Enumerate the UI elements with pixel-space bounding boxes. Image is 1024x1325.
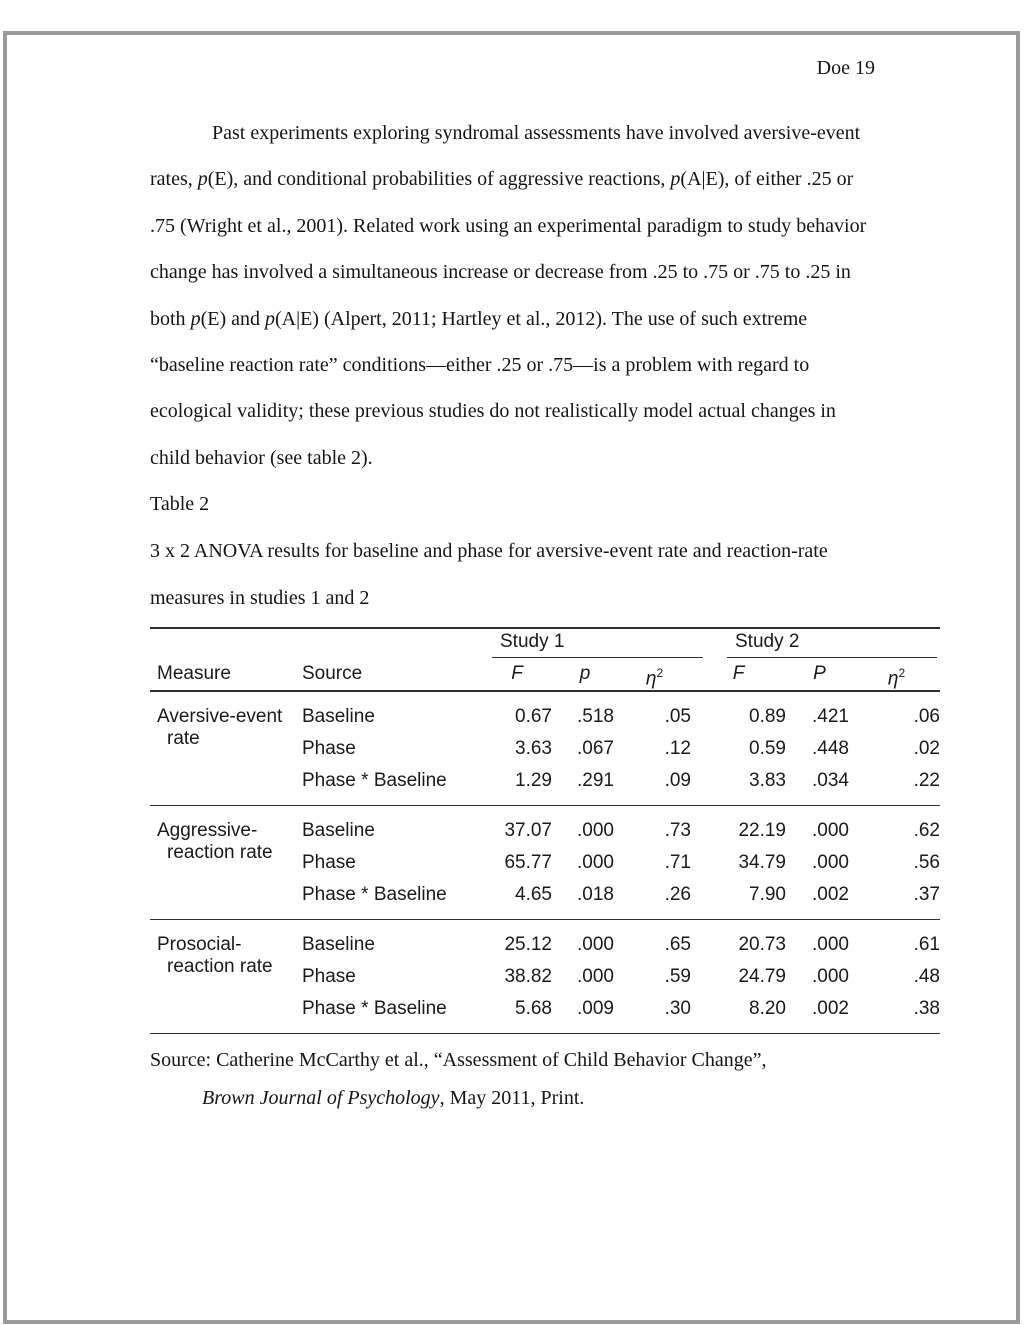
value-cell: .518	[577, 706, 614, 727]
value-cell: .30	[664, 998, 691, 1019]
eta-symbol: η	[887, 668, 899, 690]
value-cell: .56	[913, 852, 940, 873]
measure-label	[150, 815, 302, 911]
value-cell: .000	[577, 852, 614, 873]
value-cell: .73	[664, 820, 691, 841]
header-p-study1	[552, 658, 618, 694]
p-symbol: p	[579, 663, 591, 684]
table-column-header-row	[150, 658, 940, 692]
paragraph-line-8: child behavior (see table 2).	[150, 446, 373, 469]
measure-line-2: reaction rate	[167, 956, 273, 977]
paragraph-line-1: Past experiments exploring syndromal assessments have involved aversive-event	[212, 122, 861, 144]
value-cell: .002	[812, 998, 849, 1019]
value-cell: 38.82	[504, 966, 552, 987]
italic-p-symbol: p	[670, 168, 681, 191]
table-caption-block	[150, 481, 898, 621]
value-cell: 3.83	[749, 770, 786, 791]
value-cell: .06	[913, 706, 940, 727]
value-cell: 4.65	[515, 884, 552, 905]
source-cell: Phase	[302, 852, 356, 873]
value-cell: .05	[664, 706, 691, 727]
paragraph-line-7: ecological validity; these previous studies do not realistically model actual changes in	[150, 400, 836, 423]
p-symbol: P	[813, 663, 826, 684]
source-cell: Phase * Baseline	[302, 998, 447, 1019]
table-group-aversive-event-rate	[150, 692, 940, 806]
value-cell: 34.79	[738, 852, 786, 873]
value-cell: 24.79	[738, 966, 786, 987]
value-cell: .018	[577, 884, 614, 905]
value-cell: .000	[577, 966, 614, 987]
value-cell: .48	[913, 966, 940, 987]
value-cell: .067	[577, 738, 614, 759]
value-cell: 7.90	[749, 884, 786, 905]
text-segment: (A|E) (Alpert, 2011; Hartley et al., 2012). The use of such extreme	[274, 307, 808, 330]
table-group-aggressive-reaction-rate	[150, 806, 940, 920]
source-cell: Baseline	[302, 706, 375, 727]
measure-line-2: rate	[167, 728, 200, 749]
text-segment: (E) and	[200, 307, 265, 330]
value-cell: .65	[664, 934, 691, 955]
header-source: Source	[302, 663, 363, 684]
paragraph-line-6: “baseline reaction rate” conditions—either .25 or .75—is a problem with regard to	[150, 354, 810, 377]
paragraph-line-5	[150, 296, 898, 342]
source-note-line-2	[150, 1079, 898, 1117]
italic-p-symbol: p	[197, 168, 208, 191]
value-cell: .38	[913, 998, 940, 1019]
measure-label	[150, 701, 302, 797]
table-source-note	[150, 1041, 898, 1117]
value-cell: .61	[913, 934, 940, 955]
table-group-prosocial-reaction-rate	[150, 920, 940, 1034]
value-cell: .26	[664, 884, 691, 905]
header-f-study1	[482, 658, 552, 694]
source-cell: Phase * Baseline	[302, 770, 447, 791]
text-segment: , May 2011, Print.	[439, 1087, 585, 1109]
value-cell: .22	[913, 770, 940, 791]
value-cell: .000	[812, 820, 849, 841]
text-segment: rates,	[150, 168, 198, 191]
f-symbol: F	[732, 663, 745, 684]
italic-p-symbol: p	[264, 307, 275, 330]
value-cell: 65.77	[504, 852, 552, 873]
source-cell: Phase	[302, 738, 356, 759]
table-caption-line-2: measures in studies 1 and 2	[150, 586, 370, 609]
value-cell: 1.29	[515, 770, 552, 791]
text-segment: (E), and conditional probabilities of aggressive reactions,	[207, 168, 671, 191]
paragraph-line-4: change has involved a simultaneous increase or decrease from .25 to .75 or .75 to .25 in	[150, 261, 851, 284]
value-cell: .002	[812, 884, 849, 905]
value-cell: .59	[664, 966, 691, 987]
study1-spanner: Study 1	[492, 629, 703, 658]
header-measure: Measure	[157, 663, 231, 684]
value-cell: 20.73	[738, 934, 786, 955]
value-cell: .62	[913, 820, 940, 841]
anova-results-table	[150, 627, 940, 1034]
source-cell: Baseline	[302, 934, 375, 955]
header-p-study2	[786, 658, 853, 694]
value-cell: 37.07	[504, 820, 552, 841]
header-eta-squared-study2	[853, 658, 940, 694]
value-cell: .034	[812, 770, 849, 791]
measure-line-1: Aversive-event	[157, 706, 283, 727]
value-cell: 3.63	[515, 738, 552, 759]
value-cell: 0.67	[515, 706, 552, 727]
table-label: Table 2	[150, 493, 210, 515]
f-symbol: F	[511, 663, 523, 684]
measure-line-2: reaction rate	[167, 842, 273, 863]
header-f-study2	[691, 658, 786, 694]
value-cell: .421	[812, 706, 849, 727]
value-cell: 22.19	[738, 820, 786, 841]
eta-superscript: 2	[898, 666, 906, 680]
value-cell: 25.12	[504, 934, 552, 955]
source-cell: Baseline	[302, 820, 375, 841]
value-cell: .12	[664, 738, 691, 759]
value-cell: .000	[812, 934, 849, 955]
text-segment: both	[150, 307, 191, 330]
source-cell: Phase * Baseline	[302, 884, 447, 905]
paragraph-line-3: .75 (Wright et al., 2001). Related work using an experimental paradigm to study behavior	[150, 214, 867, 237]
value-cell: 5.68	[515, 998, 552, 1019]
value-cell: .02	[913, 738, 940, 759]
table-caption-line-1: 3 x 2 ANOVA results for baseline and phase for aversive-event rate and reaction-rate	[150, 539, 828, 562]
text-segment: (A|E), of either .25 or	[680, 168, 854, 191]
value-cell: .000	[577, 820, 614, 841]
value-cell: .000	[812, 852, 849, 873]
value-cell: .009	[577, 998, 614, 1019]
measure-line-1: Aggressive-	[157, 820, 258, 841]
value-cell: .448	[812, 738, 849, 759]
value-cell: .291	[577, 770, 614, 791]
measure-label	[150, 929, 302, 1025]
value-cell: 0.59	[749, 738, 786, 759]
measure-line-1: Prosocial-	[157, 934, 242, 955]
paragraph-line-2	[150, 156, 898, 202]
value-cell: .09	[664, 770, 691, 791]
italic-p-symbol: p	[190, 307, 201, 330]
header-eta-squared-study1	[618, 658, 691, 694]
value-cell: 0.89	[749, 706, 786, 727]
journal-title-italic: Brown Journal of Psychology	[202, 1087, 440, 1109]
value-cell: 8.20	[749, 998, 786, 1019]
source-note-line-1: Source: Catherine McCarthy et al., “Assessment of Child Behavior Change”,	[150, 1049, 767, 1071]
eta-superscript: 2	[656, 666, 664, 680]
value-cell: .000	[812, 966, 849, 987]
body-paragraph	[150, 110, 898, 481]
eta-symbol: η	[645, 668, 657, 690]
study2-spanner: Study 2	[727, 629, 937, 658]
value-cell: .71	[664, 852, 691, 873]
source-cell: Phase	[302, 966, 356, 987]
table-header-spanner-row	[150, 629, 940, 658]
running-head-page-number: Doe 19	[816, 57, 875, 79]
value-cell: .37	[913, 884, 940, 905]
value-cell: .000	[577, 934, 614, 955]
